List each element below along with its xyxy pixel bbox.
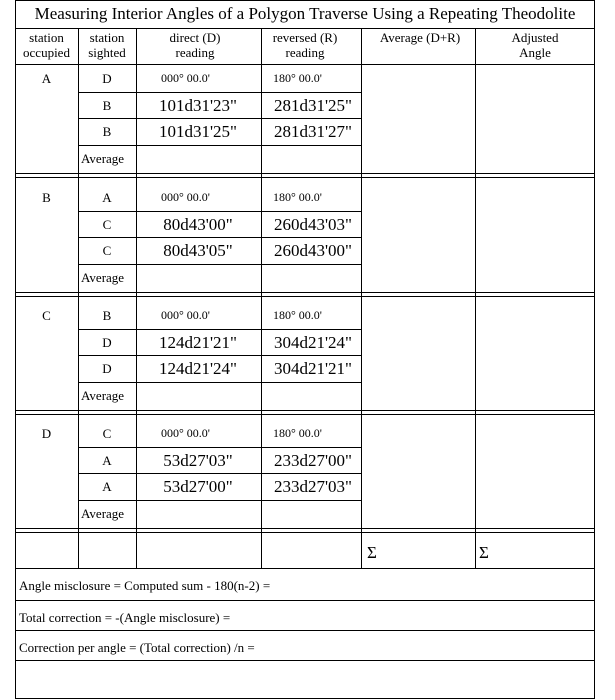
grid-line-horizontal [78, 473, 361, 474]
sum-symbol-adjusted: Σ [479, 543, 489, 562]
grid-line-horizontal [15, 414, 595, 415]
grid-line-horizontal [78, 382, 361, 383]
table-title: Measuring Interior Angles of a Polygon Traverse Using a Repeating Theodolite [34, 4, 576, 23]
header-station-occupied: station occupied [23, 30, 70, 60]
station-sighted: D [102, 334, 112, 350]
header-average: Average (D+R) [379, 30, 461, 45]
grid-line-horizontal [15, 28, 595, 29]
grid-line-vertical [475, 28, 476, 568]
grid-line-horizontal [15, 568, 595, 569]
station-sighted: B [102, 97, 112, 113]
grid-line-horizontal [15, 660, 595, 661]
station-occupied-c: C [42, 308, 51, 323]
direct-reading: 101d31'25" [158, 122, 237, 141]
header-station-sighted: station sighted [88, 30, 126, 60]
grid-line-vertical [78, 538, 79, 568]
average-label: Average [81, 387, 125, 403]
grid-line-vertical [136, 28, 137, 568]
header-reversed-reading: reversed (R) reading [272, 30, 338, 60]
reversed-reading: 260d43'03" [273, 214, 352, 234]
grid-line-horizontal [78, 92, 361, 93]
average-label: Average [81, 505, 125, 521]
reversed-reading: 260d43'00" [273, 241, 352, 260]
reversed-reading: 304d21'24" [273, 332, 352, 352]
station-sighted: A [102, 452, 112, 468]
grid-line-horizontal [15, 532, 595, 533]
station-sighted: D [102, 71, 112, 86]
grid-line-horizontal [15, 296, 595, 297]
direct-reading: 124d21'21" [158, 332, 237, 352]
direct-reading: 53d27'03" [163, 450, 233, 470]
reversed-reading: 180° 00.0' [273, 71, 322, 85]
header-adjusted-angle: Adjusted Angle [511, 30, 559, 60]
grid-line-horizontal [78, 118, 361, 119]
station-sighted: C [102, 216, 112, 232]
grid-line-horizontal [15, 528, 595, 529]
grid-line-vertical [475, 538, 476, 568]
reversed-reading: 233d27'03" [273, 477, 352, 496]
grid-line-horizontal [78, 237, 361, 238]
header-direct-reading: direct (D) reading [169, 30, 221, 60]
grid-line-vertical [361, 538, 362, 568]
average-label: Average [81, 150, 125, 166]
grid-line-horizontal [15, 600, 595, 601]
reversed-reading: 180° 00.0' [273, 190, 322, 204]
average-label: Average [81, 269, 125, 285]
grid-line-horizontal [15, 698, 595, 699]
reversed-reading: 233d27'00" [273, 450, 352, 470]
grid-line-vertical [136, 538, 137, 568]
grid-line-horizontal [78, 329, 361, 330]
direct-reading: 124d21'24" [158, 359, 237, 378]
station-sighted: A [102, 479, 112, 494]
grid-line-vertical [261, 28, 262, 568]
grid-line-horizontal [15, 173, 595, 174]
station-sighted: B [102, 308, 112, 323]
direct-reading: 80d43'05" [163, 241, 233, 260]
grid-line-horizontal [78, 264, 361, 265]
grid-line-vertical [15, 0, 16, 699]
grid-line-horizontal [15, 410, 595, 411]
reversed-reading: 281d31'27" [273, 122, 352, 141]
reversed-reading: 281d31'25" [273, 95, 352, 115]
direct-reading: 000° 00.0' [161, 71, 210, 85]
station-occupied-a: A [41, 71, 52, 86]
traverse-table-sheet [15, 0, 595, 698]
grid-line-horizontal [15, 0, 595, 1]
station-sighted: B [102, 124, 112, 139]
grid-line-horizontal [78, 500, 361, 501]
direct-reading: 80d43'00" [163, 214, 233, 234]
grid-line-horizontal [78, 211, 361, 212]
grid-line-horizontal [78, 355, 361, 356]
direct-reading: 53d27'00" [163, 477, 233, 496]
reversed-reading: 304d21'21" [273, 359, 352, 378]
station-sighted: C [102, 426, 112, 441]
grid-line-horizontal [15, 292, 595, 293]
sum-symbol-average: Σ [367, 543, 377, 562]
direct-reading: 101d31'23" [158, 95, 237, 115]
grid-line-vertical [594, 0, 595, 699]
grid-line-horizontal [78, 145, 361, 146]
station-occupied-b: B [42, 190, 51, 205]
station-sighted: C [102, 243, 112, 258]
direct-reading: 000° 00.0' [161, 190, 210, 204]
reversed-reading: 180° 00.0' [273, 426, 322, 440]
station-sighted: D [102, 361, 112, 376]
grid-line-horizontal [15, 630, 595, 631]
reversed-reading: 180° 00.0' [273, 308, 322, 322]
station-occupied-d: D [41, 426, 52, 441]
footer-total-correction: Total correction = -(Angle misclosure) = [19, 610, 231, 625]
grid-line-horizontal [15, 177, 595, 178]
grid-line-horizontal [15, 64, 595, 65]
station-sighted: A [102, 190, 112, 205]
direct-reading: 000° 00.0' [161, 426, 210, 440]
footer-correction-per-angle: Correction per angle = (Total correction) /n = [19, 640, 255, 655]
direct-reading: 000° 00.0' [161, 308, 210, 322]
footer-angle-misclosure: Angle misclosure = Computed sum - 180(n-2) = [19, 578, 271, 593]
grid-line-horizontal [78, 447, 361, 448]
